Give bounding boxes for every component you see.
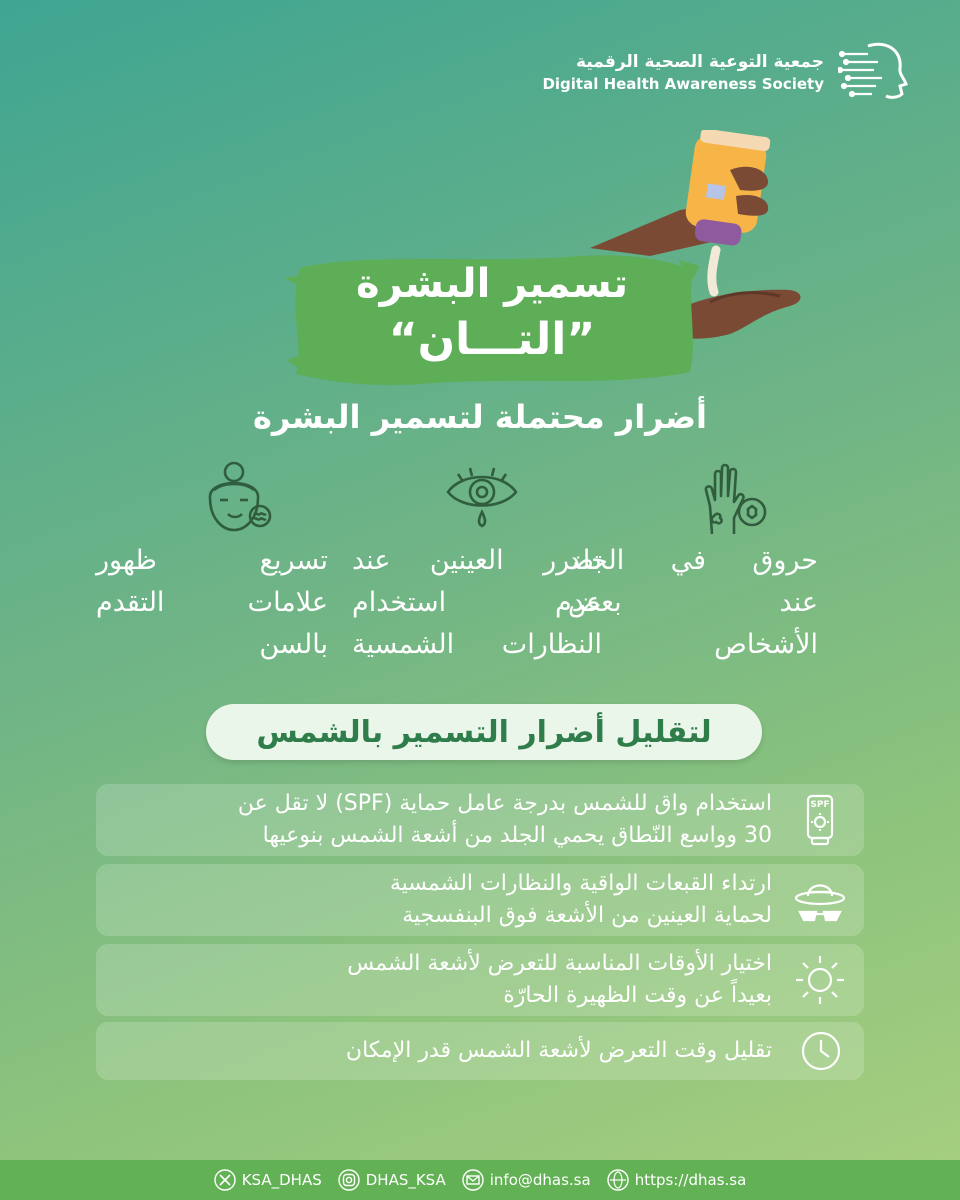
sun-icon [794, 954, 846, 1006]
harm-line: تضرر العينين عند [352, 545, 602, 576]
title-line-2: ”التـــان“ [388, 314, 596, 365]
clock-icon [800, 1030, 842, 1072]
harm-item-eye-damage [352, 540, 602, 666]
logo-text [542, 52, 824, 93]
harm-line: عدم استخدام [352, 587, 602, 618]
tip-item-timing [96, 944, 864, 1016]
harm-line: حروق في الجلد [568, 545, 818, 576]
harm-item-aging [96, 540, 328, 666]
email-address: info@dhas.sa [489, 1171, 591, 1189]
tip-text [346, 1035, 772, 1067]
tips-heading: لتقليل أضرار التسمير بالشمس [206, 704, 762, 760]
website-url: https://dhas.sa [634, 1171, 747, 1189]
sunscreen-label: SPF [810, 800, 830, 810]
logo-arabic-name: جمعية التوعية الصحية الرقمية [576, 51, 824, 72]
globe-icon [607, 1169, 629, 1191]
x-twitter-icon [214, 1169, 236, 1191]
tip-item-hats-sunglasses [96, 864, 864, 936]
page-title [282, 258, 702, 370]
title-line-1: تسمير البشرة [356, 261, 628, 307]
harm-line: بالسن [259, 629, 328, 660]
instagram-icon [338, 1169, 360, 1191]
logo-english-name: Digital Health Awareness Society [542, 74, 824, 93]
burned-hand-icon [698, 460, 774, 536]
footer-bar [0, 1160, 960, 1200]
tip-item-reduce-exposure [96, 1022, 864, 1080]
harm-line: عند بعض [568, 587, 818, 618]
damaged-eye-icon [444, 458, 520, 534]
harm-item-skin-burns [568, 540, 818, 666]
footer-twitter[interactable] [214, 1169, 322, 1191]
footer-email[interactable] [462, 1169, 591, 1191]
tip-text [347, 948, 772, 1012]
footer-website[interactable] [607, 1169, 747, 1191]
tip-line: بعيداً عن وقت الظهيرة الحارّة [503, 983, 772, 1008]
tip-line: 30 وواسع النّطاق يحمي الجلد من أشعة الشمس بنوعيها [262, 823, 772, 848]
footer-instagram[interactable] [338, 1169, 446, 1191]
logo [542, 40, 910, 104]
tip-item-sunscreen [96, 784, 864, 856]
tip-line: استخدام واق للشمس بدرجة عامل حماية (SPF) لا تقل عن [237, 791, 772, 816]
head-circuit-icon [838, 40, 910, 104]
tip-line: تقليل وقت التعرض لأشعة الشمس قدر الإمكان [345, 1038, 772, 1063]
twitter-handle: KSA_DHAS [241, 1171, 322, 1189]
harm-line: علامات التقدم [96, 587, 328, 618]
harm-line: النظارات الشمسية [352, 629, 602, 660]
instagram-handle: DHAS_KSA [365, 1171, 446, 1189]
aging-face-icon [200, 458, 276, 534]
tip-text [390, 868, 772, 932]
tip-text [238, 788, 772, 852]
sunscreen-icon [794, 794, 846, 846]
tip-line: اختيار الأوقات المناسبة للتعرض لأشعة الشمس [347, 951, 772, 976]
harm-line: تسريع ظهور [96, 545, 328, 576]
tip-line: ارتداء القبعات الواقية والنظارات الشمسية [389, 871, 772, 896]
harm-line: الأشخاص [714, 629, 818, 660]
tip-line: لحماية العينين من الأشعة فوق البنفسجية [402, 903, 772, 928]
hat-sunglasses-icon [794, 874, 846, 926]
email-icon [462, 1169, 484, 1191]
harms-subtitle: أضرار محتملة لتسمير البشرة [253, 398, 707, 436]
